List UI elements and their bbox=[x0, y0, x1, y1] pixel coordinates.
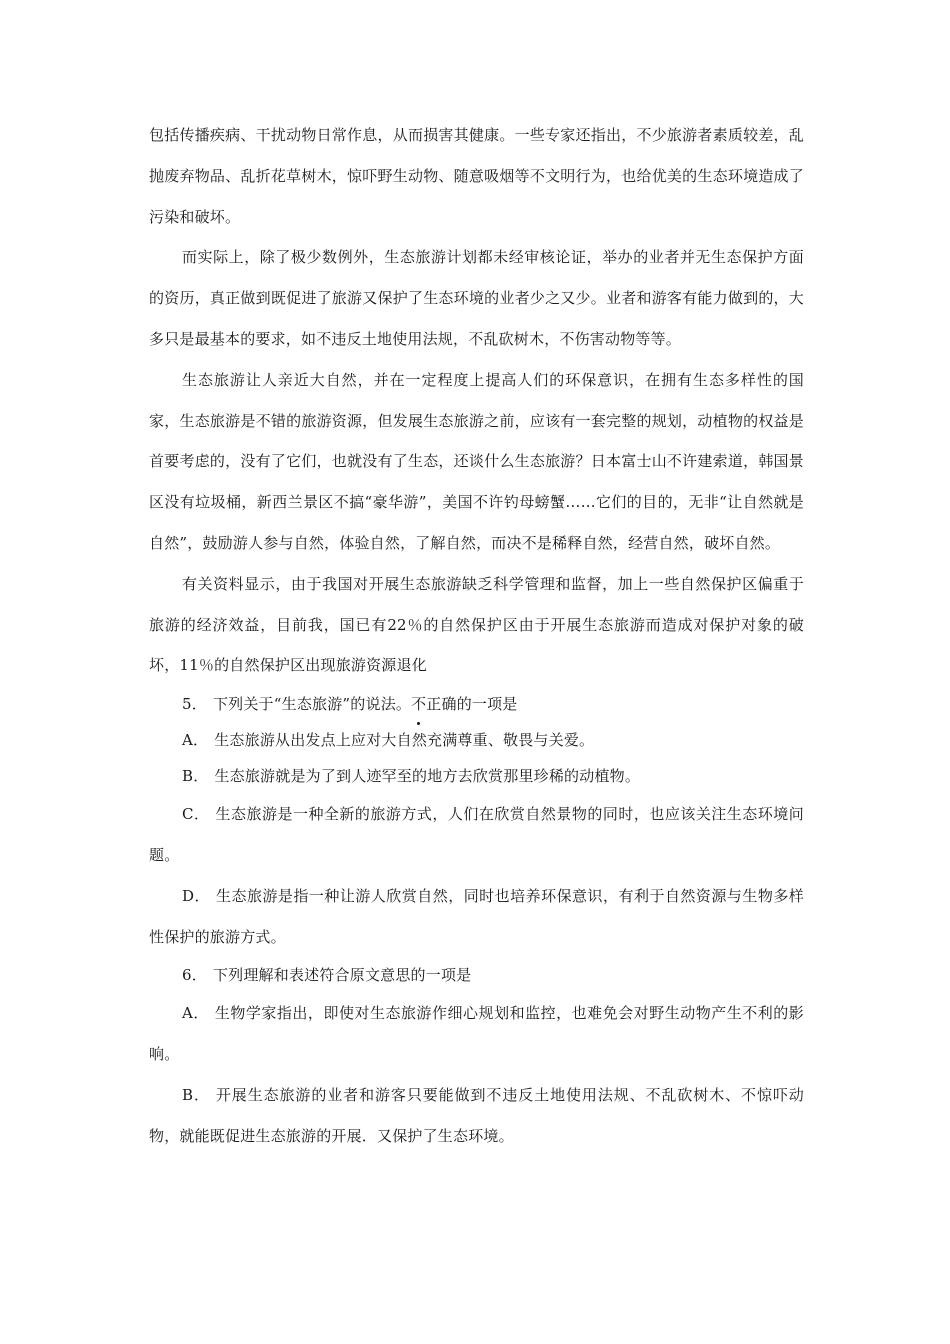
option-text: 生态旅游是一种全新的旅游方式，人们在欣赏自然景物的同时，也应该关注生态环境问题。 bbox=[149, 805, 804, 864]
option-letter: B． bbox=[182, 1085, 210, 1104]
question-number: 6． bbox=[182, 966, 207, 985]
question-5-stem-text-before: 下列关于“生态旅游”的说法。 bbox=[212, 695, 412, 714]
question-5-option-c bbox=[149, 794, 804, 876]
question-6-option-a bbox=[149, 993, 804, 1075]
option-text: 生物学家指出，即使对生态旅游作细心规划和监控，也难免会对野生动物产生不利的影响。 bbox=[149, 1004, 804, 1064]
option-letter: A． bbox=[182, 731, 209, 750]
option-text: 生态旅游就是为了到人迹罕至的地方去欣赏那里珍稀的动植物。 bbox=[214, 767, 641, 786]
question-5-stem bbox=[149, 686, 804, 722]
option-letter: A． bbox=[182, 1004, 209, 1023]
passage-paragraph-4: 有关资料显示，由于我国对开展生态旅游缺乏科学管理和监督，加上一些自然保护区偏重于旅游的经济效益，目前我，国已有22％的自然保护区由于开展生态旅游而造成对保护对象的破坏，11％的自然保护区出现旅游资源退化 bbox=[149, 574, 804, 675]
option-text: 开展生态旅游的业者和游客只要能做到不违反土地使用法规、不乱砍树木、不惊吓动物，就能既促进生态旅游的开展．又保护了生态环境。 bbox=[149, 1085, 804, 1145]
option-letter: C． bbox=[182, 805, 210, 824]
question-5-option-b bbox=[149, 758, 804, 794]
passage-paragraph-2: 而实际上，除了极少数例外，生态旅游计划都未经审核论证，举办的业者并无生态保护方面的资历，真正做到既促进了旅游又保护了生态环境的业者少之又少。业者和游客有能力做到的，大多只是最基本的要求，如不违反土地使用法规，不乱砍树木，不伤害动物等等。 bbox=[149, 248, 804, 348]
question-6-option-b bbox=[149, 1075, 804, 1157]
option-letter: D． bbox=[182, 886, 210, 905]
document-body bbox=[149, 115, 804, 1157]
question-5-emphasis-mark: 不 bbox=[411, 686, 426, 722]
option-text: 生态旅游是指一种让游人欣赏自然，同时也培养环保意识，有利于自然资源与生物多样性保护的旅游方式。 bbox=[149, 886, 804, 946]
option-text: 生态旅游从出发点上应对大自然充满尊重、敬畏与关爱。 bbox=[214, 731, 595, 750]
question-5-option-d bbox=[149, 876, 804, 958]
option-letter: B． bbox=[182, 767, 209, 786]
question-6-stem bbox=[149, 957, 804, 993]
question-6-stem-text: 下列理解和表述符合原文意思的一项是 bbox=[212, 966, 472, 985]
question-5-option-a bbox=[149, 722, 804, 758]
passage-paragraph-3: 生态旅游让人亲近大自然，并在一定程度上提高人们的环保意识，在拥有生态多样性的国家，生态旅游是不错的旅游资源，但发展生态旅游之前，应该有一套完整的规划，动植物的权益是首要考虑的，没有了它们，也就没有了生态，还谈什么生态旅游？日本富士山不许建索道，韩国景区没有垃圾桶，新西兰景区不搞“豪华游”，美国不许钓母螃蟹……它们的目的，无非“让自然就是自然”，鼓励游人参与自然，体验自然，了解自然，而决不是稀释自然，经营自然，破坏自然。 bbox=[149, 370, 804, 552]
passage-paragraph-1: 包括传播疾病、干扰动物日常作息，从而损害其健康。一些专家还指出，不少旅游者素质较差，乱抛废弃物品、乱折花草树木，惊吓野生动物、随意吸烟等不文明行为，也给优美的生态环境造成了污染和破坏。 bbox=[149, 126, 804, 226]
question-5-stem-text-after: 正确的一项是 bbox=[426, 695, 518, 714]
question-number: 5． bbox=[182, 695, 207, 714]
